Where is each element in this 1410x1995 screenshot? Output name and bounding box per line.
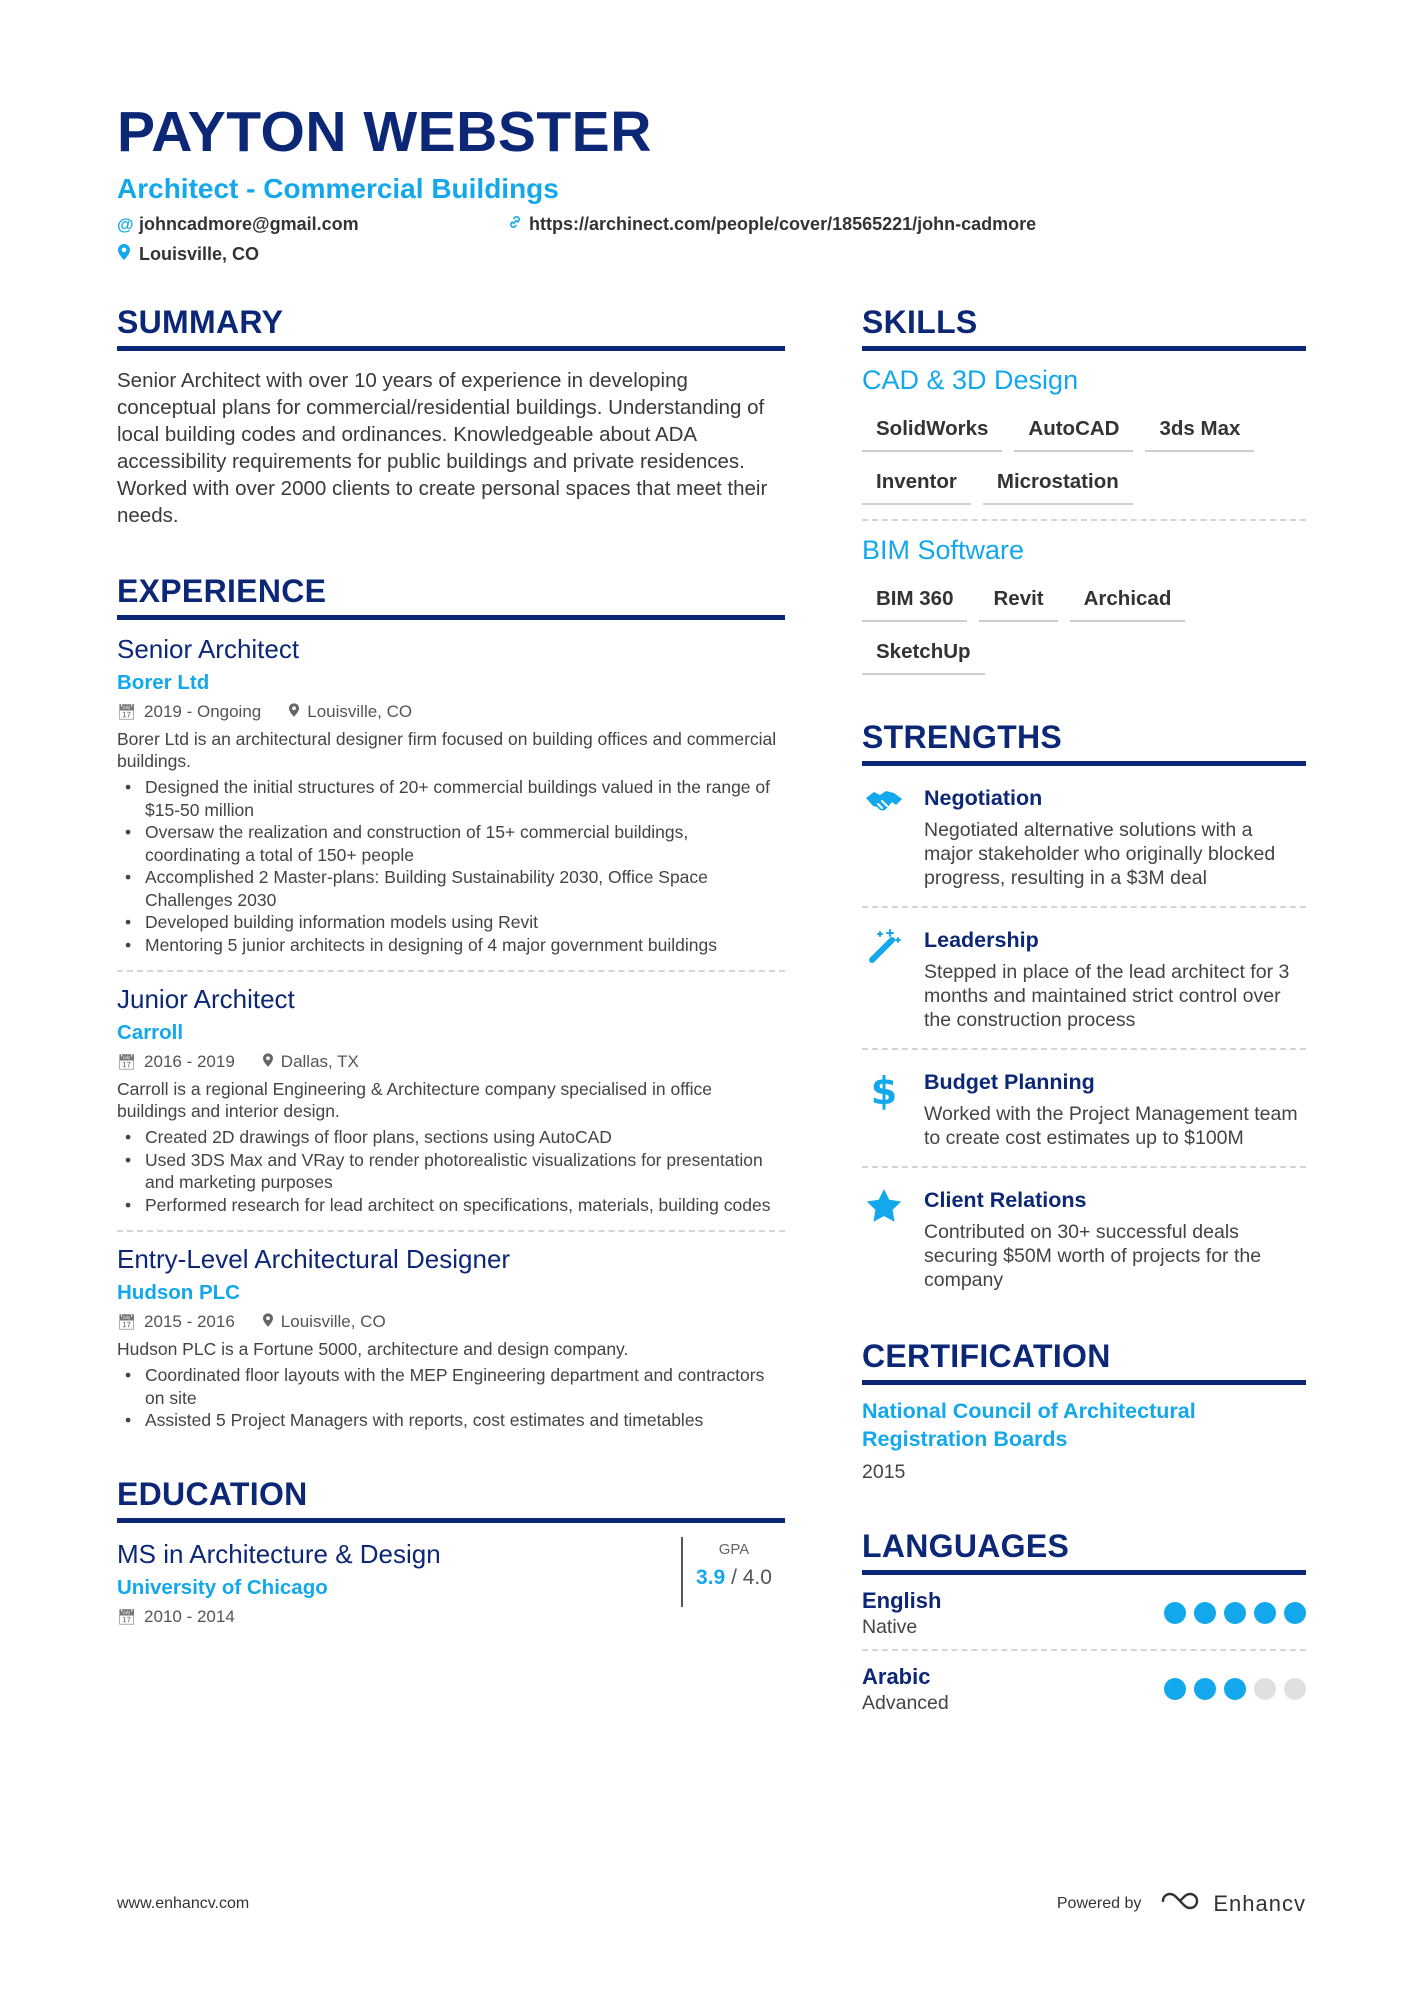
strength-title: Client Relations — [924, 1188, 1087, 1212]
language-item — [862, 1649, 1306, 1725]
list-item: • Used 3DS Max and VRay to render photorealistic visualizations for presentation and marketing purposes — [117, 1149, 785, 1194]
location-pin-icon — [263, 1313, 273, 1331]
calendar-icon: 📅︎ — [117, 1608, 137, 1626]
rating-dot — [1164, 1678, 1186, 1700]
link-icon — [507, 214, 521, 235]
job-meta — [117, 1052, 785, 1072]
skills-heading: SKILLS — [862, 300, 1306, 351]
job-description: Hudson PLC is a Fortune 5000, architecture and design company. — [117, 1339, 629, 1359]
skill-tag: SolidWorks — [862, 411, 1002, 452]
rating-dot — [1194, 1602, 1216, 1624]
calendar-icon: 📅︎ — [117, 704, 137, 721]
skill-tag: Revit — [979, 581, 1057, 622]
skill-tag: AutoCAD — [1014, 411, 1133, 452]
star-icon — [862, 1186, 906, 1292]
job-description: Borer Ltd is an architectural designer firm focused on building offices and commercial buildings. — [117, 729, 777, 771]
language-level: Native — [862, 1616, 918, 1638]
job-company: Carroll — [117, 1021, 184, 1044]
rating-dot — [1224, 1602, 1246, 1624]
education-item — [117, 1537, 785, 1627]
at-icon: @ — [117, 214, 134, 234]
left-column — [117, 300, 785, 1627]
contact-info — [117, 214, 1317, 274]
skill-tag: Microstation — [983, 464, 1133, 505]
job-dates: 2016 - 2019 — [144, 1052, 235, 1071]
list-item: • Developed building information models using Revit — [117, 911, 785, 934]
powered-by — [1057, 1890, 1306, 1918]
rating-dot — [1254, 1678, 1276, 1700]
job-bullets — [117, 1126, 785, 1216]
location-pin-icon — [289, 703, 299, 721]
brand-name: Enhancv — [1213, 1891, 1306, 1916]
skill-tag: 3ds Max — [1145, 411, 1254, 452]
location-pin-icon — [117, 244, 131, 265]
skill-tags — [862, 411, 1306, 521]
strength-title: Budget Planning — [924, 1070, 1095, 1094]
skill-tag: SketchUp — [862, 634, 985, 675]
summary-text: Senior Architect with over 10 years of experience in developing conceptual plans for commercial/residential buildings. Understanding of local building codes and ordinances. Knowledgeable about ADA accessibility requirements for public buildings and private residences. Worked with over 2000 clients to create personal spaces that meet their needs. — [117, 369, 768, 527]
candidate-name: PAYTON WEBSTER — [117, 100, 652, 164]
language-rating — [1164, 1678, 1306, 1700]
skill-tag: Archicad — [1070, 581, 1186, 622]
location-pin-icon — [263, 1053, 273, 1071]
certification-name: National Council of Architectural Registration Boards — [862, 1399, 1196, 1451]
strength-description: Stepped in place of the lead architect for 3 months and maintained strict control over the construction process — [924, 961, 1290, 1031]
languages-heading: LANGUAGES — [862, 1524, 1306, 1575]
list-item: • Created 2D drawings of floor plans, sections using AutoCAD — [117, 1126, 785, 1149]
summary-heading: SUMMARY — [117, 300, 785, 351]
list-item: • Mentoring 5 junior architects in designing of 4 major government buildings — [117, 934, 785, 957]
strength-item — [862, 1048, 1306, 1166]
education-meta — [117, 1607, 681, 1627]
powered-by-label: Powered by — [1056, 1895, 1142, 1912]
language-name: English — [862, 1588, 942, 1613]
handshake-icon — [862, 784, 906, 890]
calendar-icon: 📅︎ — [117, 1314, 137, 1331]
skill-tag: Inventor — [862, 464, 971, 505]
rating-dot — [1164, 1602, 1186, 1624]
job-location: Louisville, CO — [280, 1312, 386, 1331]
language-rating — [1164, 1602, 1306, 1624]
contact-link[interactable] — [507, 214, 1036, 235]
contact-location — [117, 244, 259, 265]
experience-heading: EXPERIENCE — [117, 569, 785, 620]
job-meta — [117, 1312, 785, 1332]
job-role: Entry-Level Architectural Designer — [117, 1244, 511, 1274]
job-company: Borer Ltd — [117, 671, 210, 694]
strengths-section — [862, 715, 1306, 1308]
job-description: Carroll is a regional Engineering & Architecture company specialised in office buildings and interior design. — [117, 1079, 712, 1121]
certification-section — [862, 1334, 1306, 1484]
job-company: Hudson PLC — [117, 1281, 240, 1304]
strength-item — [862, 906, 1306, 1048]
strength-description: Worked with the Project Management team to create cost estimates up to $100M — [924, 1103, 1298, 1149]
rating-dot — [1284, 1602, 1306, 1624]
footer — [117, 1890, 1306, 1918]
experience-item — [117, 1230, 785, 1432]
strengths-heading: STRENGTHS — [862, 715, 1306, 766]
skill-tag: BIM 360 — [862, 581, 967, 622]
calendar-icon: 📅︎ — [117, 1054, 137, 1071]
list-item: • Assisted 5 Project Managers with reports, cost estimates and timetables — [117, 1409, 785, 1432]
contact-email[interactable] — [117, 214, 359, 235]
footer-site[interactable]: www.enhancv.com — [117, 1895, 250, 1912]
education-section — [117, 1472, 785, 1627]
job-meta — [117, 702, 785, 722]
strength-description: Negotiated alternative solutions with a major stakeholder who originally blocked progress, resulting in a $3M deal — [924, 819, 1276, 889]
strength-description: Contributed on 30+ successful deals securing $50M worth of projects for the company — [924, 1221, 1262, 1291]
degree: MS in Architecture & Design — [117, 1538, 441, 1569]
enhancv-logo-icon — [1159, 1890, 1203, 1918]
right-column — [862, 300, 1306, 1725]
rating-dot — [1254, 1602, 1276, 1624]
magic-wand-icon — [862, 926, 906, 1032]
education-heading: EDUCATION — [117, 1472, 785, 1523]
languages-section — [862, 1524, 1306, 1725]
job-location: Louisville, CO — [307, 702, 413, 721]
gpa-label: GPA — [718, 1540, 750, 1558]
job-dates: 2019 - Ongoing — [144, 702, 262, 721]
school: University of Chicago — [117, 1575, 328, 1599]
list-item: • Performed research for lead architect on specifications, materials, building codes — [117, 1194, 785, 1217]
certification-year: 2015 — [862, 1461, 906, 1483]
job-location: Dallas, TX — [280, 1052, 359, 1071]
list-item: • Designed the initial structures of 20+ commercial buildings valued in the range of $15-50 million — [117, 776, 785, 821]
strength-item — [862, 766, 1306, 906]
dollar-icon — [862, 1068, 906, 1150]
link-text: https://archinect.com/people/cover/18565221/john-cadmore — [529, 214, 1037, 234]
job-dates: 2015 - 2016 — [144, 1312, 235, 1331]
svg-text:$: $ — [871, 1070, 897, 1110]
experience-item — [117, 632, 785, 956]
rating-dot — [1284, 1678, 1306, 1700]
gpa-box — [681, 1537, 785, 1607]
skill-tags — [862, 581, 1306, 689]
list-item: • Coordinated floor layouts with the MEP Engineering department and contractors on site — [117, 1364, 785, 1409]
list-item: • Oversaw the realization and construction of 15+ commercial buildings, coordinating a total of 150+ people — [117, 821, 785, 866]
rating-dot — [1194, 1678, 1216, 1700]
language-item — [862, 1575, 1306, 1649]
gpa-max: / 4.0 — [731, 1565, 772, 1589]
location-text: Louisville, CO — [139, 244, 260, 264]
strength-title: Negotiation — [924, 786, 1043, 810]
strength-item — [862, 1166, 1306, 1308]
experience-item — [117, 970, 785, 1216]
skill-category-title: BIM Software — [862, 535, 1025, 565]
email-text: johncadmore@gmail.com — [139, 214, 359, 234]
job-bullets — [117, 1364, 785, 1432]
job-bullets — [117, 776, 785, 956]
brand-logo[interactable] — [1159, 1890, 1306, 1918]
strength-title: Leadership — [924, 928, 1039, 952]
gpa-value: 3.9 — [696, 1565, 726, 1589]
education-dates: 2010 - 2014 — [144, 1606, 235, 1626]
skill-category-title: CAD & 3D Design — [862, 365, 1079, 395]
list-item: • Accomplished 2 Master-plans: Building Sustainability 2030, Office Space Challenges 2030 — [117, 866, 785, 911]
resume-header — [117, 100, 1317, 274]
job-role: Senior Architect — [117, 634, 300, 664]
job-role: Junior Architect — [117, 984, 295, 1014]
certification-heading: CERTIFICATION — [862, 1334, 1306, 1385]
language-level: Advanced — [862, 1692, 949, 1714]
summary-section — [117, 300, 785, 529]
language-name: Arabic — [862, 1664, 931, 1689]
rating-dot — [1224, 1678, 1246, 1700]
candidate-title: Architect - Commercial Buildings — [117, 173, 559, 204]
experience-section — [117, 569, 785, 1432]
skills-section — [862, 300, 1306, 689]
